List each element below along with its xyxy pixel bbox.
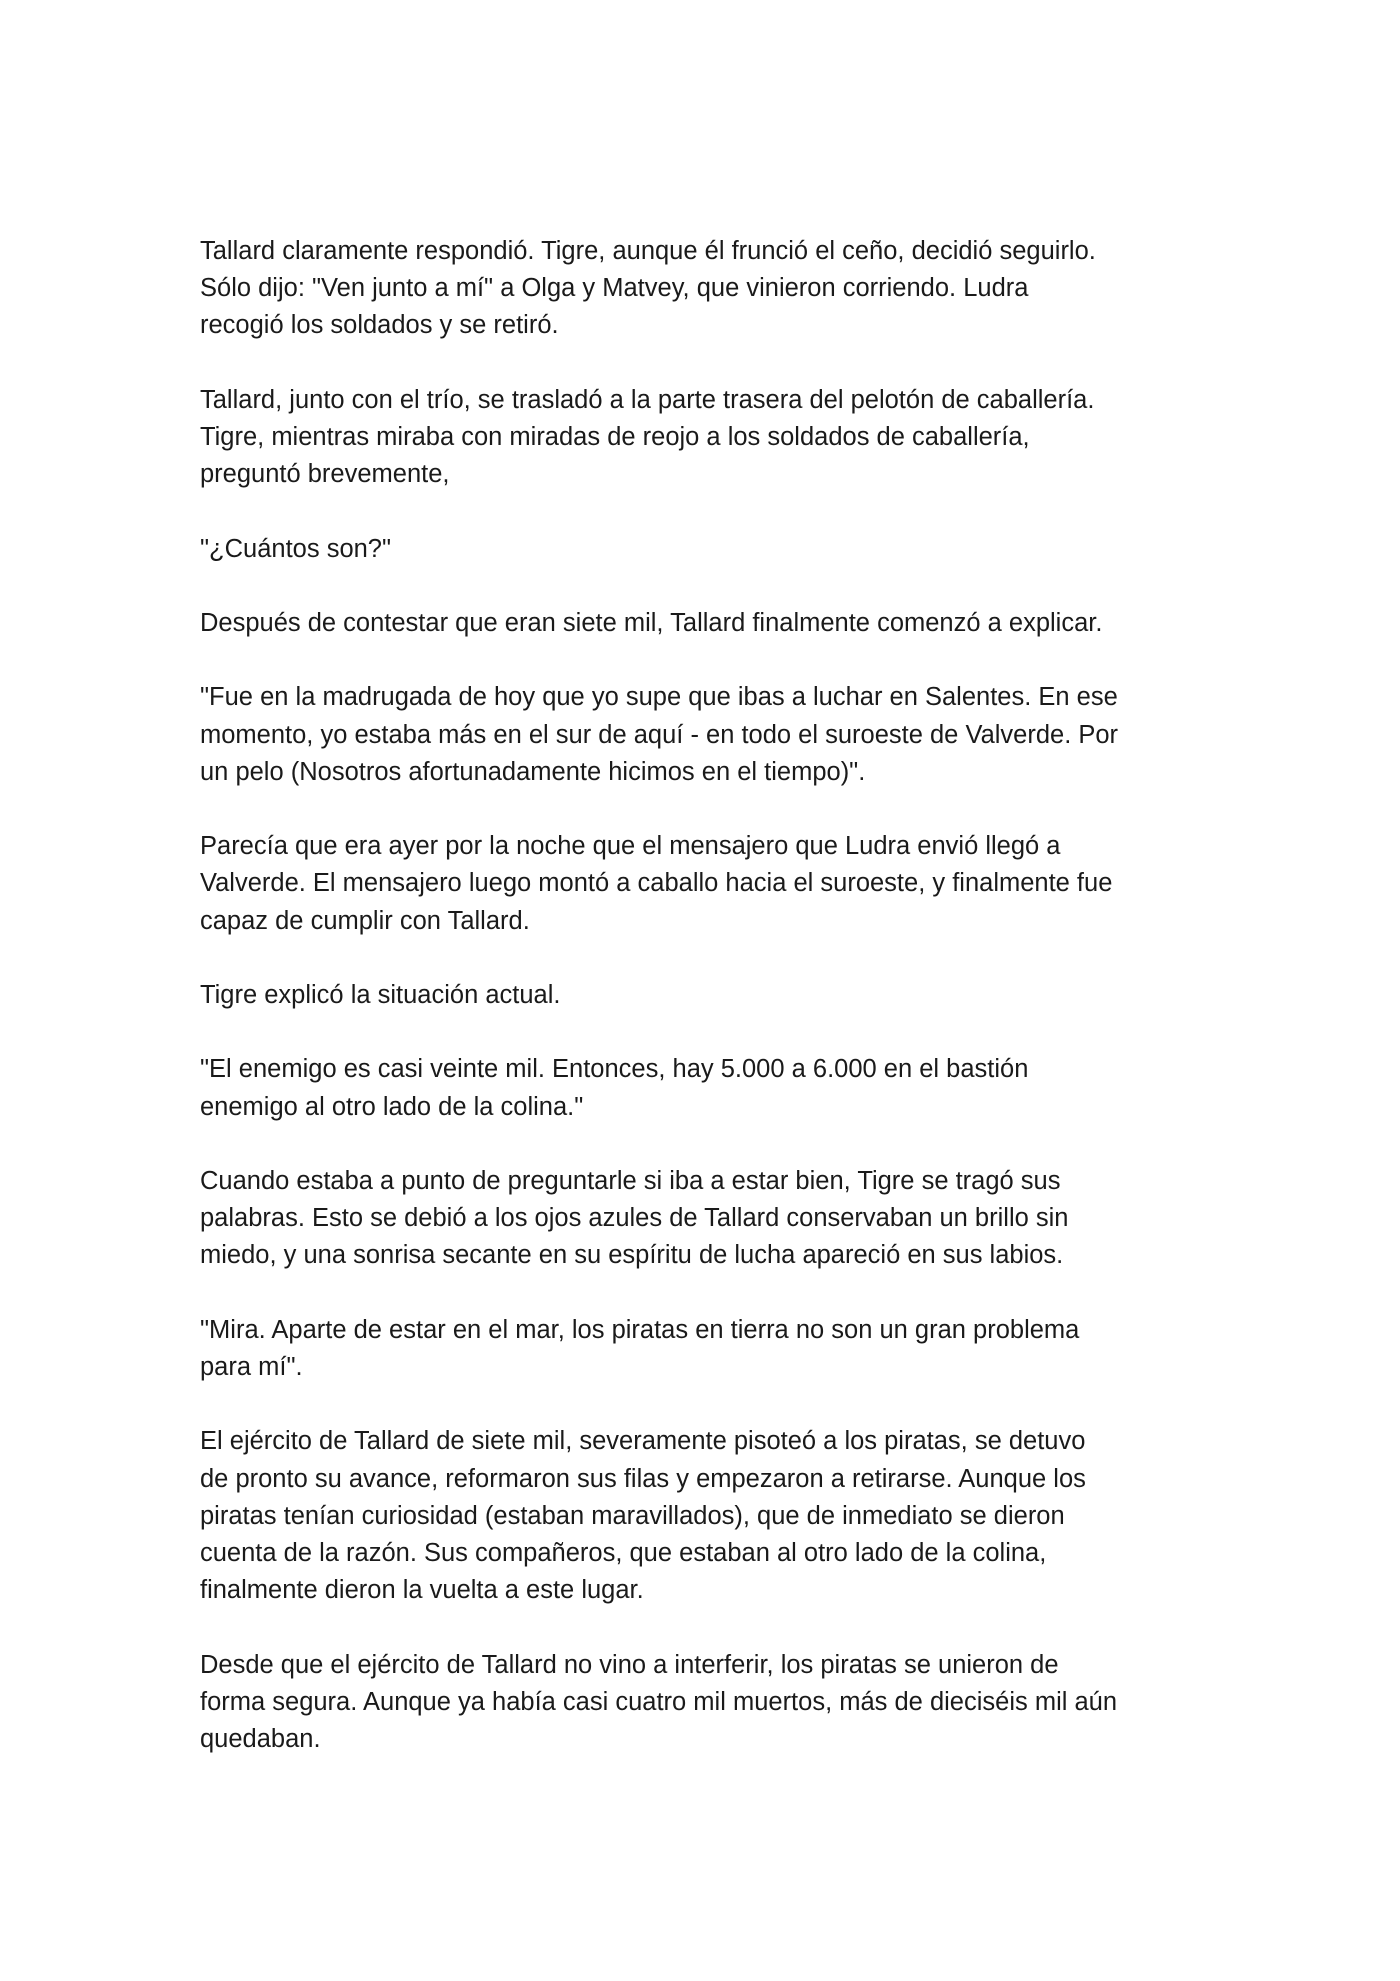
- paragraph: "El enemigo es casi veinte mil. Entonces, hay 5.000 a 6.000 en el bastión enemigo al otro lado de la colina.": [200, 1055, 1029, 1121]
- paragraph: Tallard, junto con el trío, se trasladó a la parte trasera del pelotón de caballería. Tigre, mientras miraba con miradas de reojo a los soldados de caballería, preguntó brevemente,: [200, 385, 1095, 489]
- paragraph: Parecía que era ayer por la noche que el mensajero que Ludra envió llegó a Valverde. El mensajero luego montó a caballo hacia el suroeste, y finalmente fue capaz de cumplir con Tallard.: [200, 832, 1113, 935]
- paragraph: "Fue en la madrugada de hoy que yo supe que ibas a luchar en Salentes. En ese momento, yo estaba más en el sur de aquí - en todo el suroeste de Valverde. Por un pelo (Nosotros afortunadamente hicimos en el tiempo)".: [200, 683, 1119, 786]
- document-page: [200, 233, 1200, 1758]
- paragraph: El ejército de Tallard de siete mil, severamente pisoteó a los piratas, se detuvo de pronto su avance, reformaron sus filas y empezaron a retirarse. Aunque los piratas tenían curiosidad (estaban maravillados), que de inmediato se dieron cuenta de la razón. Sus compañeros, que estaban al otro lado de la colina, finalmente dieron la vuelta a este lugar.: [200, 1427, 1086, 1605]
- paragraph: Después de contestar que eran siete mil, Tallard finalmente comenzó a explicar.: [200, 608, 1103, 637]
- paragraph: Desde que el ejército de Tallard no vino a interferir, los piratas se unieron de forma segura. Aunque ya había casi cuatro mil muertos, más de dieciséis mil aún quedaban.: [200, 1650, 1118, 1753]
- paragraph: Tigre explicó la situación actual.: [200, 980, 561, 1009]
- paragraph: "Mira. Aparte de estar en el mar, los piratas en tierra no son un gran problema para mí".: [200, 1315, 1080, 1381]
- paragraph: "¿Cuántos son?": [200, 534, 392, 563]
- paragraph: Cuando estaba a punto de preguntarle si iba a estar bien, Tigre se tragó sus palabras. Esto se debió a los ojos azules de Tallard conservaban un brillo sin miedo, y una sonrisa secante en su espíritu de lucha apareció en sus labios.: [200, 1166, 1069, 1270]
- paragraph: Tallard claramente respondió. Tigre, aunque él frunció el ceño, decidió seguirlo. Sólo dijo: "Ven junto a mí" a Olga y Matvey, que vinieron corriendo. Ludra recogió los soldados y se retiró.: [200, 237, 1096, 340]
